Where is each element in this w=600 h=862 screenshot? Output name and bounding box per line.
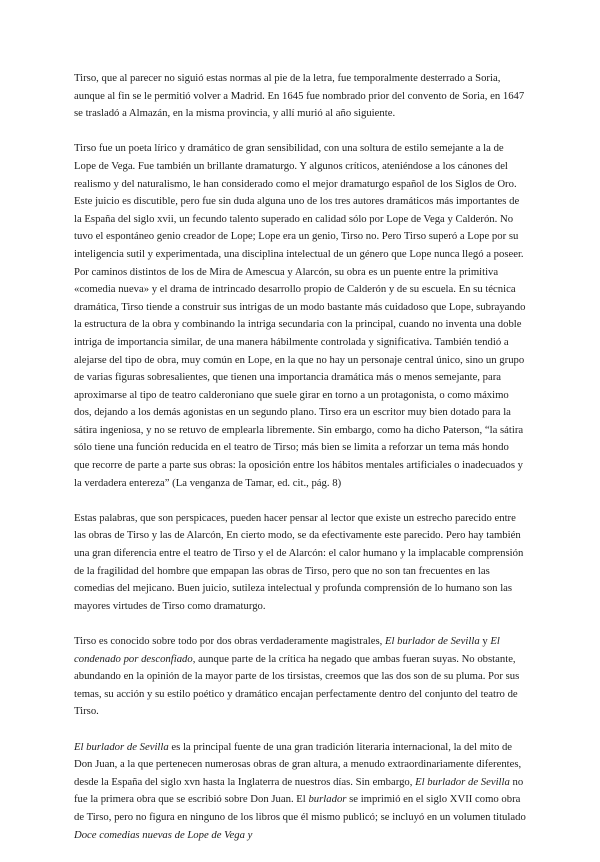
text-run: no fue la primera obra que se escribió sobre Don Juan. El [74, 775, 524, 806]
text-run: Tirso fue un poeta lírico y dramático de gran sensibilidad, con una soltura de estilo semejante a la de Lope de Vega. Fue también un brillante dramaturgo. Y algunos críticos, ateniéndose a los cánones del realismo y del naturalismo, le han considerado como el mejor dramaturgo español de los Siglos de Oro. Este juicio es discutible, pero fue sin duda alguna uno de los tres autores dramáticos más importantes de la España del siglo xvii, un fecundo talento superado en calidad sólo por Lope de Vega y Calderón. No tuvo el espontáneo genio creador de Lope; Lope era un genio, Tirso no. Pero Tirso superó a Lope por su inteligencia sutil y experimentada, una disciplina intelectual de un género que Lope nunca llegó a poseer. Por caminos distintos de los de Mira de Amescua y Alarcón, su obra es un puente entre la primitiva «comedia nueva» y el drama de intrincado desarrollo propio de Calderón y de su escuela. En su técnica dramática, Tirso tiende a construir sus intrigas de un modo bastante más cuidadoso que Lope, subrayando la estructura de la obra y combinando la intriga secundaria con la principal, cuando no inventa una doble intriga de importancia similar, de una manera hábilmente controlada y significativa. También tendió a alejarse del tipo de obra, muy común en Lope, en la que no hay un personaje central único, sino un grupo de varias figuras sobresalientes, que tienen una importancia dramática más o menos semejante, para aproximarse al tipo de teatro calderoniano que suele girar en torno a un protagonista, o como máximo dos, dejando a los demás agonistas en un segundo plano. Tirso era un escritor muy bien dotado para la sátira ingeniosa, y no se retuvo de emplearla libremente. Sin embargo, como ha dicho Paterson, “la sátira sólo tiene una función reducida en el teatro de Tirso; más bien se limita a reforzar un tema más hondo que recorre de parte a parte sus obras: la oposición entre los hábitos mentales artificiales o inadecuados y la verdadera entereza” (La venganza de Tamar, ed. cit., pág. 8) [74, 142, 526, 489]
italic-title: El condenado por desconfiado [74, 635, 500, 665]
paragraph-5 [74, 739, 526, 845]
italic-title: El [74, 740, 87, 753]
paragraph-4 [74, 633, 526, 721]
text-run: , aunque parte de la crítica ha negado que ambas fueran suyas. No obstante, abundando en la opinión de la mayor parte de los tirsistas, creemos que las dos son de su pluma. Por sus temas, su acción y su estilo poético y dramático encajan perfectamente dentro del conjunto del teatro de Tirso. [74, 652, 520, 718]
text-run: y [479, 635, 491, 647]
italic-title: El burlador de Sevilla [415, 775, 510, 788]
text-run: Tirso, que al parecer no siguió estas normas al pie de la letra, fue temporalmente desterrado a Soria, aunque al fin se le permitió volver a Madrid. En 1645 fue nombrado prior del convento de Soria, en 1647 se trasladó a Almazán, en la misma provincia, y allí murió al año siguiente. [74, 72, 525, 120]
italic-title: El burlador de Sevilla [384, 635, 480, 647]
italic-title: Doce comedias nuevas de Lope de Vega y [74, 828, 253, 841]
text-run: Estas palabras, que son perspicaces, pueden hacer pensar al lector que existe un estrecho parecido entre las obras de Tirso y las de Alarcón, En cierto modo, se da efectivamente este parecido. Pero hay también una gran diferencia entre el teatro de Tirso y el de Alarcón: el calor humano y la implacable comprensión de la fragilidad del hombre que empapan las obras de Tirso, pero que no son tan frecuentes en las comedias del mejicano. Buen juicio, sutileza intelectual y profunda comprensión de lo humano son las mayores virtudes de Tirso como dramaturgo. [74, 511, 524, 612]
text-run: se imprimió en el siglo XVII como obra de Tirso, pero no figura en ninguno de los libros que él mismo publicó; se incluyó en un volumen titulado [74, 793, 526, 823]
italic-title: burlador [308, 793, 347, 806]
italic-title: burlador de Sevilla [86, 740, 169, 753]
paragraph-3 [74, 510, 526, 616]
paragraph-1 [74, 70, 526, 123]
text-run: es la principal fuente de una gran tradición literaria internacional, la del mito de Don Juan, a la que pertenecen numerosas obras de gran altura, a menudo extraordinariamente diferentes, desde la España del siglo xvn hasta la Inglaterra de nuestros días. Sin embargo, [74, 740, 522, 788]
text-run: Tirso es conocido sobre todo por dos obras verdaderamente magistrales, [74, 635, 385, 647]
paragraph-2 [74, 140, 526, 492]
document-page [74, 70, 526, 862]
